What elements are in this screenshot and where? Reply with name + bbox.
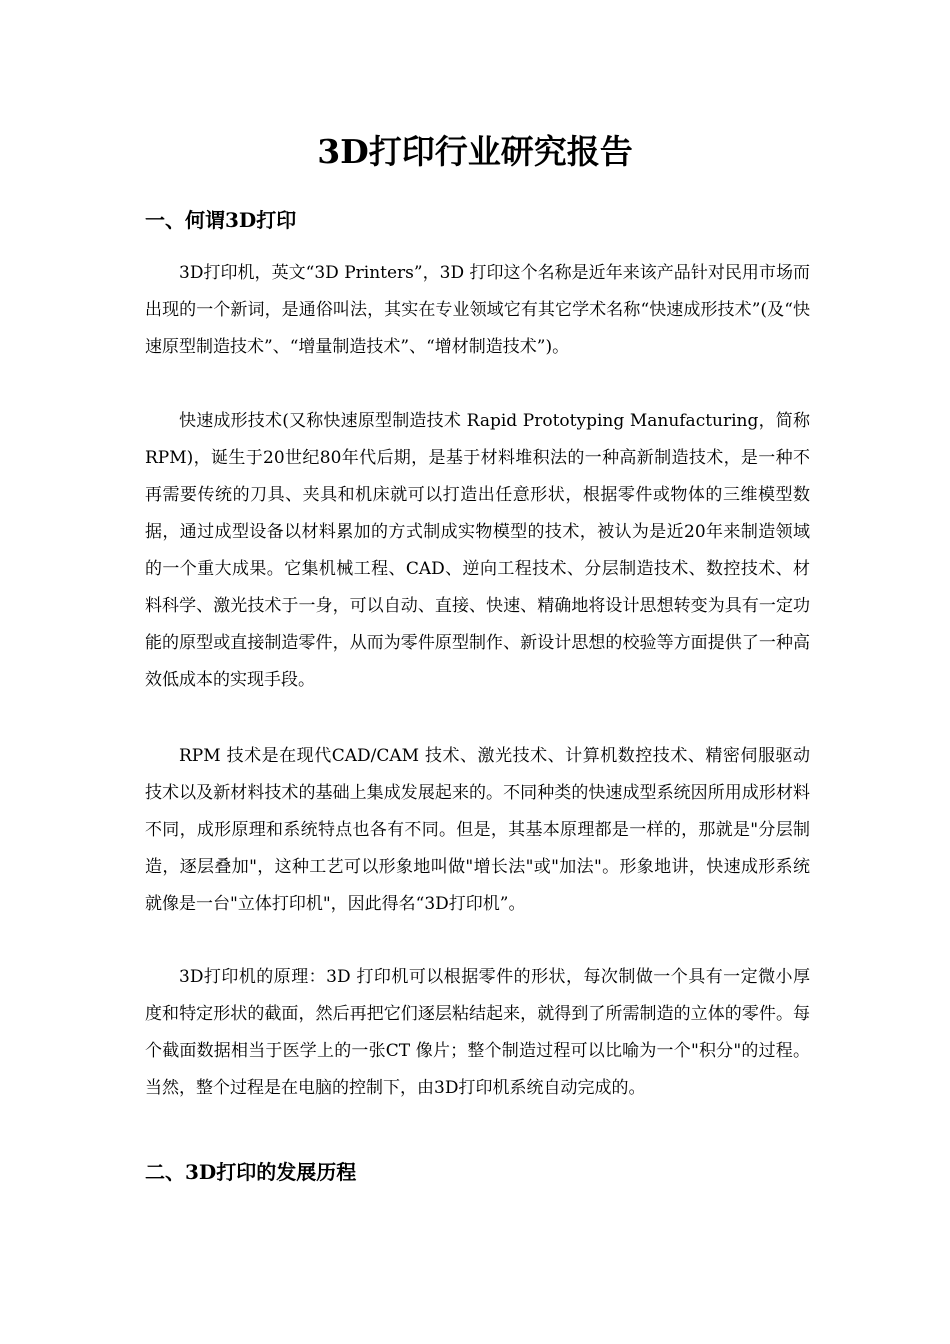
paragraph-rapid-prototyping: 快速成形技术(又称快速原型制造技术 Rapid Prototyping Manufacturing，简称RPM)，诞生于20世纪80年代后期，是基于材料堆积法的一种高新制造技术，是一种不再需要传统的刀具、夹具和机床就可以打造出任意形状，根据零件或物体的三维模型数据，通过成型设备以材料累加的方式制成实物模型的技术，被认为是近20年来制造领域的一个重大成果。它集机械工程、CAD、逆向工程技术、分层制造技术、数控技术、材料科学、激光技术于一身，可以自动、直接、快速、精确地将设计思想转变为具有一定功能的原型或直接制造零件，从而为零件原型制作、新设计思想的校验等方面提供了一种高效低成本的实现手段。 xyxy=(145,411,810,690)
paragraph-rpm-technology: RPM 技术是在现代CAD/CAM 技术、激光技术、计算机数控技术、精密伺服驱动技术以及新材料技术的基础上集成发展起来的。不同种类的快速成型系统因所用成形材料不同，成形原理和系统特点也各有不同。但是，其基本原理都是一样的，那就是"分层制造，逐层叠加"，这种工艺可以形象地叫做"增长法"或"加法"。形象地讲，快速成形系统就像是一台"立体打印机"，因此得名“3D打印机”。 xyxy=(145,746,810,914)
document-title: 3D打印行业研究报告 xyxy=(317,132,633,171)
section-heading-2: 二、3D打印的发展历程 xyxy=(145,1160,357,1184)
paragraph-definition: 3D打印机，英文“3D Printers”，3D 打印这个名称是近年来该产品针对民用市场而出现的一个新词，是通俗叫法，其实在专业领域它有其它学术名称“快速成形技术”(及“快速原型制造技术”、“增量制造技术”、“增材制造技术”)。 xyxy=(145,263,810,357)
section-heading-1: 一、何谓3D打印 xyxy=(145,208,297,232)
paragraph-principle: 3D打印机的原理：3D 打印机可以根据零件的形状，每次制做一个具有一定微小厚度和特定形状的截面，然后再把它们逐层粘结起来，就得到了所需制造的立体的零件。每个截面数据相当于医学上的一张CT 像片；整个制造过程可以比喻为一个"积分"的过程。当然，整个过程是在电脑的控制下，由3D打印机系统自动完成的。 xyxy=(145,967,810,1098)
